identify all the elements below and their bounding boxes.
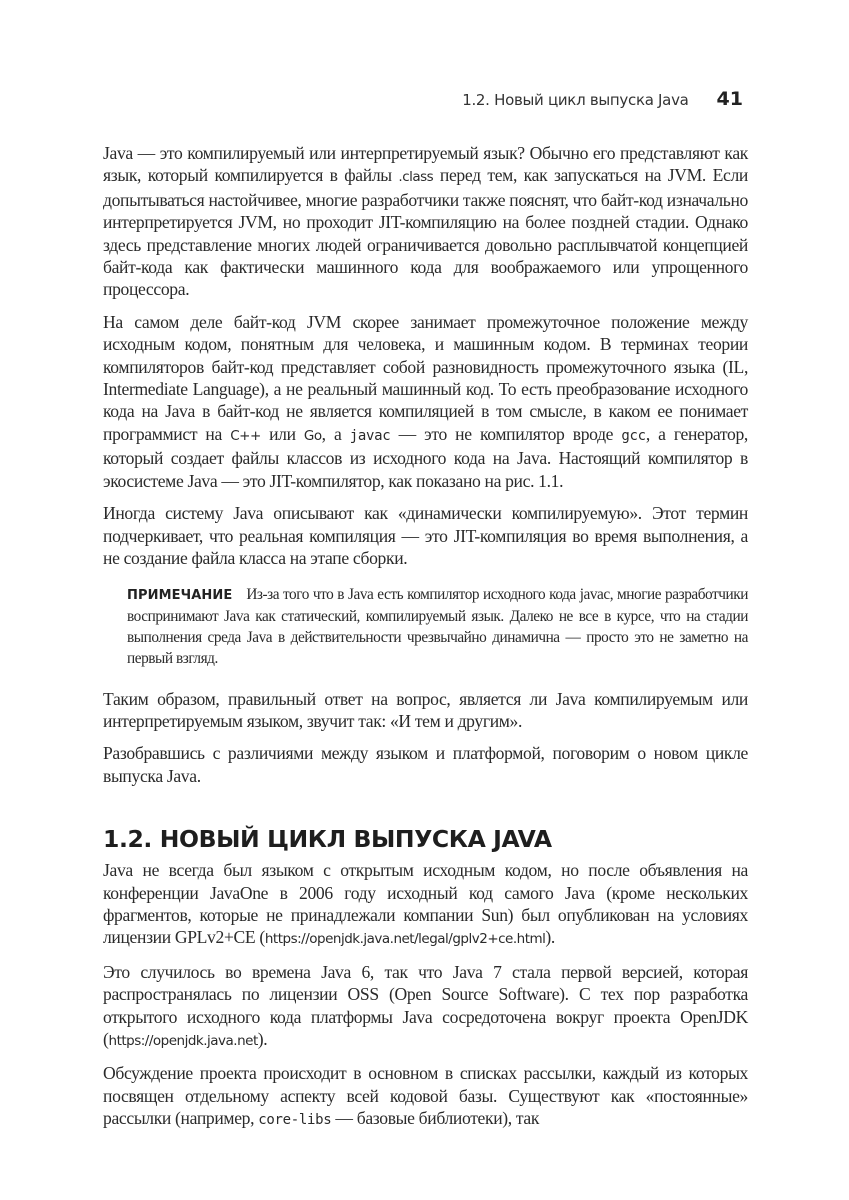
inline-term-go: Go [303, 427, 322, 444]
section-heading: 1.2. НОВЫЙ ЦИКЛ ВЫПУСКА JAVA [103, 825, 552, 854]
paragraph-7: Это случилось во времена Java 6, так что Java 7 стала первой версией, которая распространялась по лицензии OSS (Open Source Software). С тех пор разработка открытого исходного кода платформы Java сосредоточена вокруг проекта OpenJDK (https://openjdk.java.net). [103, 961, 748, 1049]
page-number: 41 [716, 88, 743, 110]
paragraph-6: Java не всегда был языком с открытым исходным кодом, но после объявления на конференции JavaOne в 2006 году исходный код самого Java (кроме нескольких фрагментов, которые не принадлежали компании Sun) был опубликован на условиях лицензии GPLv2+CE (https://openjdk.java.net/legal/gplv2+ce.html). [103, 860, 748, 948]
paragraph-5: Разобравшись с различиями между языком и платформой, поговорим о новом цикле выпуска Java. [103, 743, 748, 786]
inline-code-javac: javac [349, 427, 391, 444]
inline-code-gcc: gcc [621, 427, 646, 444]
running-head [462, 88, 743, 110]
inline-code-core-libs: core-libs [258, 1112, 332, 1129]
link-openjdk[interactable]: https://openjdk.java.net [108, 1032, 258, 1049]
inline-code-class: .class [398, 169, 434, 186]
inline-term-cpp: C++ [230, 427, 261, 444]
paragraph-3: Иногда систему Java описывают как «динамически компилируемую». Этот термин подчеркивает, что реальная компиляция — это JIT-компиляция во время выполнения, а не создание файла класса на этапе сборки. [103, 503, 748, 568]
running-head-title: 1.2. Новый цикл выпуска Java [462, 91, 689, 109]
paragraph-1: Java — это компилируемый или интерпретируемый язык? Обычно его представляют как язык, который компилируется в файлы .class перед тем, как запускаться на JVM. Если допытываться настойчивее, многие разработчики также пояснят, что байт-код изначально интерпретируется JVM, но проходит JIT-компиляцию на более поздней стадии. Однако здесь представление многих людей ограничивается довольно расплывчатой концепцией байт-кода как фактически машинного кода для воображаемого или упрощенного процессора. [103, 143, 748, 300]
note-label: ПРИМЕЧАНИЕ [127, 588, 233, 604]
body-text [103, 142, 748, 1142]
link-gplv2-ce[interactable]: https://openjdk.java.net/legal/gplv2+ce.html [264, 931, 546, 948]
paragraph-4: Таким образом, правильный ответ на вопрос, является ли Java компилируемым или интерпретируемым языком, звучит так: «И тем и другим». [103, 688, 748, 731]
note-text: ПРИМЕЧАНИЕ Из-за того что в Java есть компилятор исходного кода javac, многие разработчики воспринимают Java как статический, компилируемый язык. Далеко не все в курсе, что на стадии выполнения среда Java в действительности чрезвычайно динамична — просто это не заметно на первый взгляд. [127, 586, 748, 667]
note-block [127, 585, 748, 669]
paragraph-2: На самом деле байт-код JVM скорее занимает промежуточное положение между исходным кодом, понятным для человека, и машинным кодом. В терминах теории компиляторов байт-код представляет собой разновидность промежуточного языка (IL, Intermediate Language), а не реальный машинный код. То есть преобразование исходного кода на Java в байт-код не является компиляцией в том смысле, в каком ее понимает программист на C++ или Go, а javac — это не компилятор вроде gcc, а генератор, который создает файлы классов из исходного кода на Java. Настоящий компилятор в экосистеме Java — это JIT-компилятор, как показано на рис. 1.1. [103, 311, 748, 491]
paragraph-8: Обсуждение проекта происходит в основном в списках рассылки, каждый из которых посвящен отдельному аспекту всей кодовой базы. Существуют как «постоянные» рассылки (например, core-libs — базовые библиотеки), так [103, 1063, 748, 1129]
